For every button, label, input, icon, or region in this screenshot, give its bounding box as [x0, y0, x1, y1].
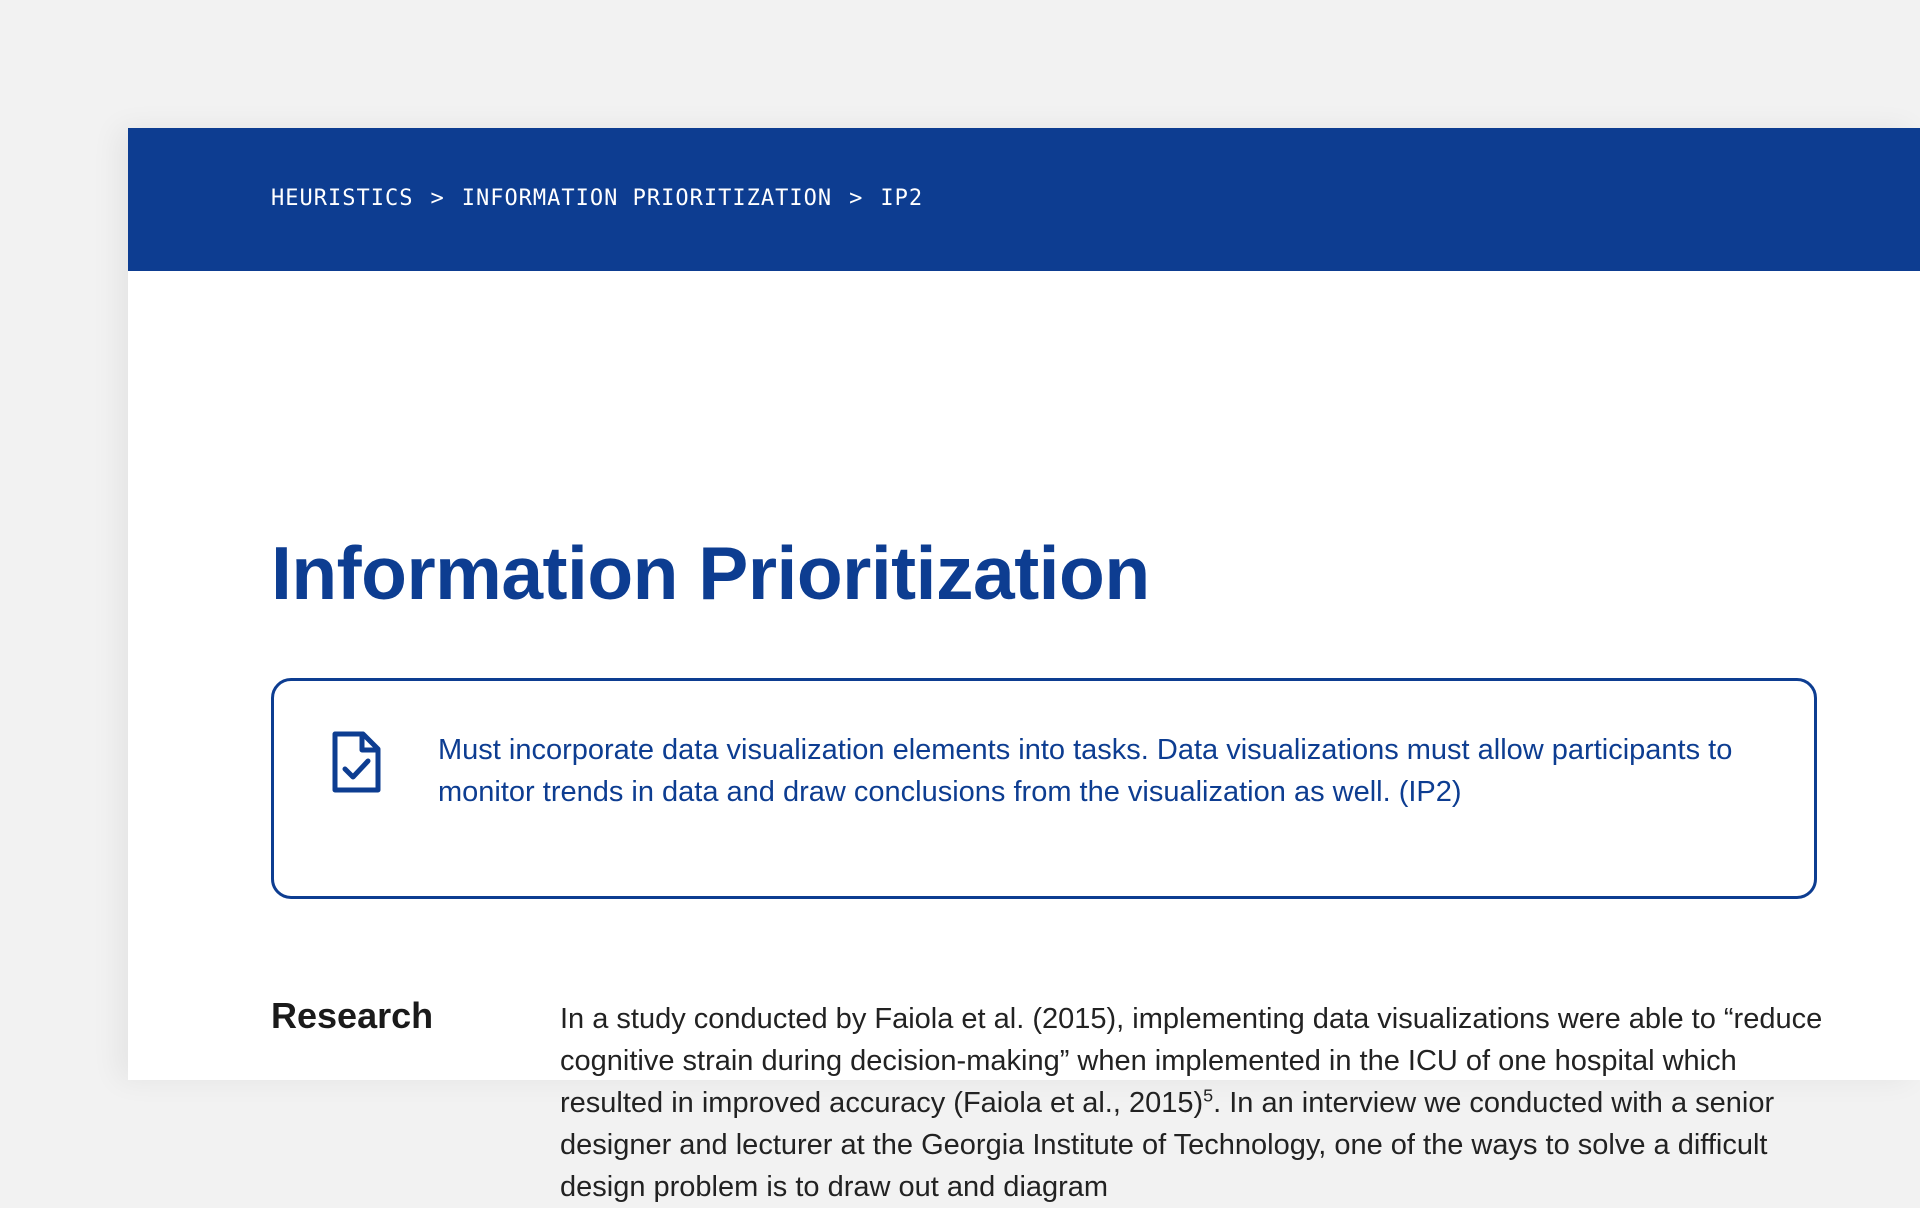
heuristic-statement: Must incorporate data visualization elements into tasks. Data visualizations must allow participants to monitor trends in data and draw conclusions from the visualization as well. (IP2) — [438, 734, 1733, 808]
research-text-part: . In an interview we conducted with a senior designer and lecturer at the Georgia Institute of Technology, one of the ways to solve a difficult design problem is to draw out and diagram — [560, 1087, 1775, 1203]
heuristic-callout — [271, 678, 1817, 899]
breadcrumb-information-prioritization-link[interactable]: INFORMATION PRIORITIZATION — [461, 186, 833, 211]
page-title: Information Prioritization — [271, 531, 1150, 615]
header-bar — [128, 128, 1920, 271]
breadcrumb-current-item: IP2 — [880, 186, 924, 211]
research-heading: Research — [271, 995, 434, 1036]
research-text — [560, 998, 1830, 1208]
breadcrumb-separator: > — [430, 186, 445, 211]
page-card — [128, 128, 1920, 1203]
file-check-icon — [331, 731, 381, 793]
research-text-part: In a study conducted by Faiola et al. (2015), implementing data visualizations were able to “reduce cognitive strain during decision-making” when implemented in the ICU of one hospital which resulted in improved accuracy (Faiola et al., 2015) — [560, 1003, 1823, 1119]
breadcrumb-separator: > — [849, 186, 864, 211]
reference-superscript: 5 — [1203, 1085, 1214, 1106]
breadcrumb-heuristics-link[interactable]: HEURISTICS — [271, 186, 414, 211]
breadcrumb — [271, 186, 923, 211]
